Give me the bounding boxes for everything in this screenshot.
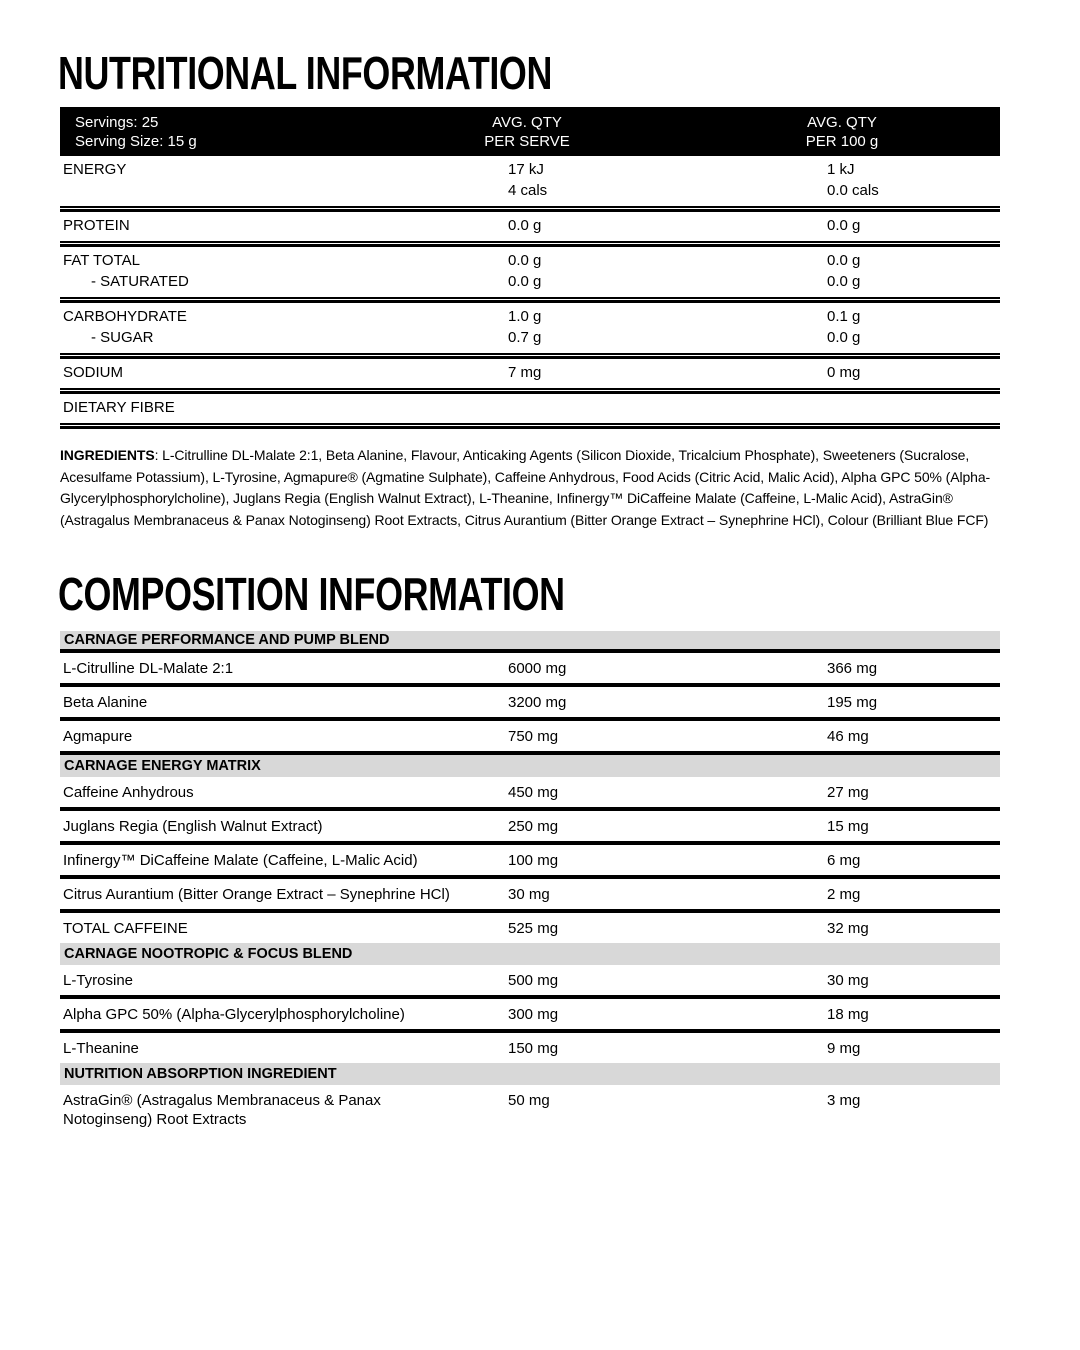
per-serve-value: 17 kJ — [508, 161, 544, 178]
per-serve-value: 50 mg — [508, 1092, 550, 1109]
ingredient-name: Alpha GPC 50% (Alpha-Glycerylphosphorylcholine) — [63, 1006, 405, 1023]
ingredient-name: Citrus Aurantium (Bitter Orange Extract – Synephrine HCl) — [63, 886, 450, 903]
ingredient-name: L-Citrulline DL-Malate 2:1 — [63, 660, 234, 677]
section-header-label: CARNAGE ENERGY MATRIX — [64, 758, 261, 774]
section-header-bar — [60, 943, 1000, 965]
avg-qty-per-serve-header — [447, 113, 607, 151]
nutrition-section — [60, 212, 1000, 241]
nutrition-row — [60, 250, 1000, 271]
per-serve-value: 100 mg — [508, 852, 559, 869]
nutrition-row — [60, 159, 1000, 180]
ingredient-name: Infinergy™ DiCaffeine Malate (Caffeine, L-Malic Acid) — [63, 852, 418, 869]
nutrition-row — [60, 362, 1000, 383]
ingredient-row — [60, 879, 1000, 913]
per-100g-value: 366 mg — [827, 660, 878, 677]
ingredient-name: Juglans Regia (English Walnut Extract) — [63, 818, 323, 835]
per-100g-value: 1 kJ — [827, 161, 855, 178]
per-serve-value: 4 cals — [508, 182, 548, 199]
per-serve-value: 525 mg — [508, 920, 559, 937]
per-100g-value: 3 mg — [827, 1092, 861, 1109]
per-100g-value: 2 mg — [827, 886, 861, 903]
composition-table-body — [60, 631, 1000, 1134]
nutritional-information-title: NUTRITIONAL INFORMATION — [58, 47, 552, 99]
rule-divider — [60, 423, 1000, 429]
ingredient-name: Agmapure — [63, 728, 133, 745]
ingredient-row — [60, 999, 1000, 1033]
per-serve-value: 250 mg — [508, 818, 559, 835]
per-serve-value — [508, 397, 827, 418]
per-100g-value: 0.0 g — [827, 273, 861, 290]
per-serve-value: 0.0 g — [508, 217, 542, 234]
serving-size: Serving Size: 15 g — [75, 133, 197, 150]
avg-qty-per-100g-header — [762, 113, 922, 151]
nutrition-section — [60, 247, 1000, 297]
per-serve-value: 6000 mg — [508, 660, 567, 677]
per-serve-value: 7 mg — [508, 364, 542, 381]
per-serve-label: PER SERVE — [484, 133, 570, 150]
per-100g-label: PER 100 g — [805, 133, 879, 150]
ingredient-row — [60, 1085, 1000, 1134]
serving-info — [75, 113, 197, 151]
per-serve-value: 750 mg — [508, 728, 559, 745]
per-100g-value: 0.1 g — [827, 308, 861, 325]
per-serve-value: 300 mg — [508, 1006, 559, 1023]
nutrition-row — [60, 271, 1000, 292]
per-100g-value: 9 mg — [827, 1040, 861, 1057]
ingredients-text: : L-Citrulline DL-Malate 2:1, Beta Alanine, Flavour, Anticaking Agents (Silicon Dioxide, Tricalcium Phosphate), Sweeteners (Sucralose, Acesulfame Potassium), L-Tyrosine, Agmapure® (Agmatine Sulphate), Caffeine Anhydrous, Food Acids (Citric Acid, Malic Acid), Alpha GPC 50% (Alpha-Glycerylphosphorylcholine), Juglans Regia (English Walnut Extract), L-Theanine, Infinergy™ DiCaffeine Malate (Caffeine, L-Malic Acid), AstraGin® (Astragalus Membranaceus & Panax Notoginseng) Root Extracts, Citrus Aurantium (Bitter Orange Extract – Synephrine HCl), Colour (Brilliant Blue FCF) — [60, 447, 991, 528]
per-100g-value: 6 mg — [827, 852, 861, 869]
per-100g-value: 15 mg — [827, 818, 869, 835]
content-wrap — [60, 0, 1000, 1134]
per-100g-value — [827, 397, 1000, 418]
avg-qty-label: AVG. QTY — [807, 114, 877, 131]
nutrient-label: SODIUM — [63, 364, 123, 381]
per-100g-value: 0.0 g — [827, 252, 861, 269]
nutrition-table-header-bar — [60, 107, 1000, 156]
per-100g-value: 0.0 g — [827, 217, 861, 234]
nutrient-label: DIETARY FIBRE — [63, 399, 175, 416]
per-100g-value: 0 mg — [827, 364, 861, 381]
nutrition-row — [60, 180, 1000, 201]
ingredient-row — [60, 913, 1000, 943]
per-serve-value: 1.0 g — [508, 308, 542, 325]
nutrition-row — [60, 306, 1000, 327]
per-serve-value: 0.0 g — [508, 252, 542, 269]
nutrition-table-body — [60, 156, 1000, 429]
nutrition-row — [60, 327, 1000, 348]
nutrition-section — [60, 156, 1000, 206]
ingredients-label: INGREDIENTS — [60, 447, 155, 463]
per-100g-value: 18 mg — [827, 1006, 869, 1023]
composition-information-title: COMPOSITION INFORMATION — [58, 568, 565, 620]
section-header-bar — [60, 755, 1000, 777]
per-100g-value: 27 mg — [827, 784, 869, 801]
nutrition-section — [60, 303, 1000, 353]
avg-qty-label: AVG. QTY — [492, 114, 562, 131]
section-header-label: NUTRITION ABSORPTION INGREDIENT — [64, 1066, 337, 1082]
ingredient-name: L-Theanine — [63, 1040, 139, 1057]
ingredient-row — [60, 687, 1000, 721]
ingredient-row — [60, 653, 1000, 687]
per-serve-value: 150 mg — [508, 1040, 559, 1057]
per-serve-value: 0.7 g — [508, 329, 542, 346]
ingredient-name: Beta Alanine — [63, 694, 148, 711]
per-100g-value: 0.0 g — [827, 329, 861, 346]
ingredient-row — [60, 777, 1000, 811]
nutrient-label: - SUGAR — [91, 329, 154, 346]
ingredient-row — [60, 721, 1000, 755]
servings-count: Servings: 25 — [75, 114, 159, 131]
ingredient-name: Caffeine Anhydrous — [63, 784, 194, 801]
ingredient-row — [60, 845, 1000, 879]
per-100g-value: 195 mg — [827, 694, 878, 711]
ingredient-name: AstraGin® (Astragalus Membranaceus & Panax Notoginseng) Root Extracts — [63, 1092, 381, 1128]
ingredient-row — [60, 965, 1000, 999]
section-header-bar — [60, 631, 1000, 653]
per-serve-value: 0.0 g — [508, 273, 542, 290]
per-100g-value: 32 mg — [827, 920, 869, 937]
ingredient-name: L-Tyrosine — [63, 972, 134, 989]
per-serve-value: 500 mg — [508, 972, 559, 989]
per-serve-value: 30 mg — [508, 886, 550, 903]
per-serve-value: 450 mg — [508, 784, 559, 801]
section-header-bar — [60, 1063, 1000, 1085]
nutrition-section — [60, 394, 1000, 423]
nutrition-row — [60, 397, 1000, 418]
ingredient-row — [60, 1033, 1000, 1063]
section-header-label: CARNAGE NOOTROPIC & FOCUS BLEND — [64, 946, 353, 962]
nutrient-label: PROTEIN — [63, 217, 130, 234]
ingredient-name: TOTAL CAFFEINE — [63, 920, 188, 937]
ingredient-row — [60, 811, 1000, 845]
per-100g-value: 46 mg — [827, 728, 869, 745]
nutrient-label: - SATURATED — [91, 273, 189, 290]
nutrition-row — [60, 215, 1000, 236]
nutrient-label — [60, 180, 508, 201]
per-100g-value: 30 mg — [827, 972, 869, 989]
per-serve-value: 3200 mg — [508, 694, 567, 711]
per-100g-value: 0.0 cals — [827, 182, 879, 199]
section-header-label: CARNAGE PERFORMANCE AND PUMP BLEND — [64, 632, 390, 648]
nutrition-section — [60, 359, 1000, 388]
ingredients-paragraph — [60, 445, 996, 531]
nutrient-label: FAT TOTAL — [63, 252, 140, 269]
nutrient-label: ENERGY — [63, 161, 127, 178]
nutrient-label: CARBOHYDRATE — [63, 308, 187, 325]
